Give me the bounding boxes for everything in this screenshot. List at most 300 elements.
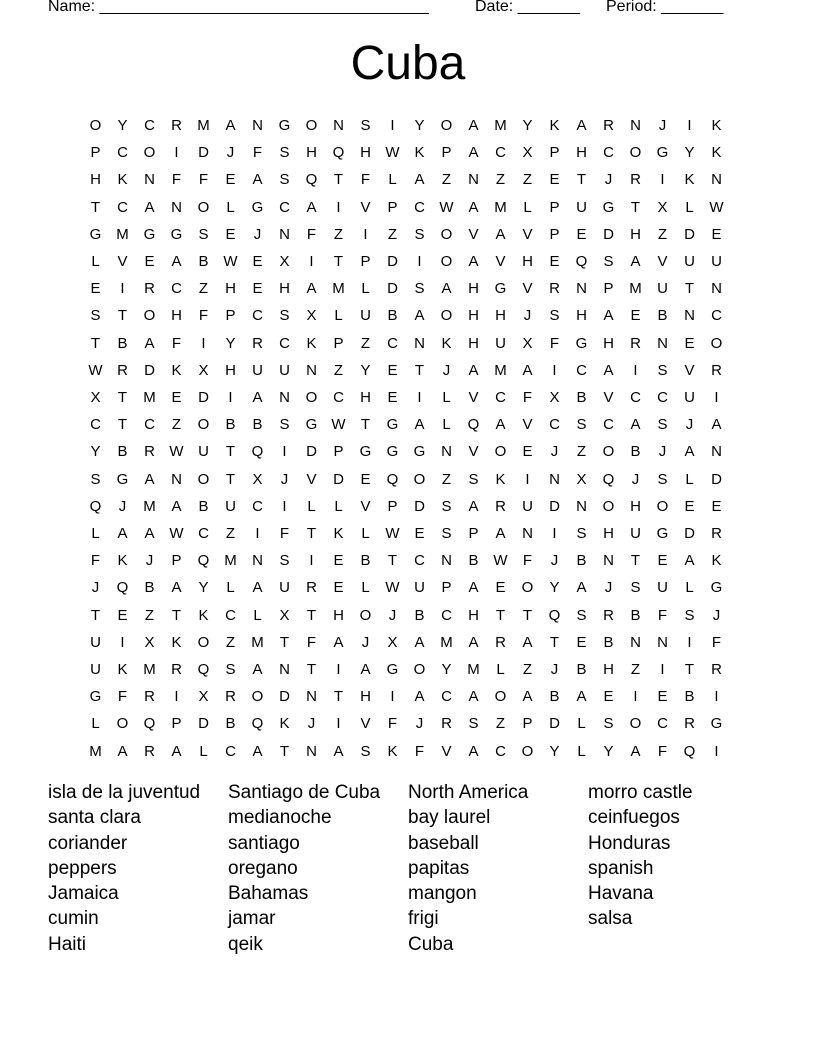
grid-letter: S — [414, 225, 425, 243]
grid-letter: O — [494, 688, 507, 706]
grid-letter: D — [198, 715, 209, 733]
grid-letter: W — [169, 443, 184, 461]
grid-letter: K — [171, 361, 182, 379]
grid-letter: Q — [197, 661, 210, 679]
grid-letter: A — [414, 416, 425, 434]
grid-letter: A — [144, 334, 155, 352]
grid-letter: O — [359, 606, 372, 624]
grid-letter: T — [306, 525, 317, 543]
grid-letter: L — [361, 280, 370, 298]
grid-letter: V — [495, 253, 506, 271]
grid-letter: G — [575, 334, 588, 352]
grid-letter: R — [603, 117, 614, 134]
grid-letter: E — [360, 470, 371, 488]
grid-letter: T — [360, 416, 371, 434]
grid-row — [82, 466, 730, 493]
grid-letter: C — [495, 389, 506, 407]
grid-letter: S — [630, 579, 641, 597]
grid-letter: O — [305, 117, 318, 134]
grid-letter: A — [225, 117, 236, 134]
grid-letter: L — [334, 497, 343, 515]
grid-letter: U — [279, 579, 290, 597]
grid-letter: B — [225, 715, 236, 733]
grid-letter: Q — [602, 470, 615, 488]
grid-letter: O — [197, 633, 210, 651]
grid-letter: Z — [198, 280, 209, 298]
grid-letter: K — [117, 661, 128, 679]
grid-letter: O — [629, 144, 642, 162]
grid-letter: H — [576, 307, 587, 325]
grid-letter: N — [279, 661, 290, 679]
grid-letter: E — [252, 253, 263, 271]
grid-letter: E — [90, 280, 101, 298]
grid-letter: N — [711, 280, 722, 298]
grid-letter: S — [657, 416, 668, 434]
grid-letter: O — [305, 389, 318, 407]
grid-letter: V — [360, 497, 371, 515]
grid-letter: J — [226, 144, 235, 162]
word-column — [588, 780, 768, 957]
grid-letter: I — [633, 361, 638, 379]
grid-letter: X — [522, 334, 533, 352]
grid-letter: A — [414, 688, 425, 706]
word-list-item: santa clara — [48, 807, 141, 829]
grid-letter: N — [657, 334, 668, 352]
grid-letter: L — [226, 198, 235, 216]
grid-letter: J — [523, 307, 532, 325]
grid-letter: D — [279, 688, 290, 706]
grid-letter: I — [282, 443, 287, 461]
grid-letter: D — [198, 144, 209, 162]
grid-letter: P — [360, 253, 371, 271]
grid-letter: N — [279, 225, 290, 243]
grid-letter: I — [309, 253, 314, 271]
grid-letter: J — [658, 443, 667, 461]
grid-row — [82, 710, 730, 737]
grid-row — [82, 221, 730, 248]
grid-letter: C — [549, 416, 560, 434]
grid-letter: Y — [549, 579, 560, 597]
grid-letter: I — [336, 715, 341, 733]
grid-letter: Y — [522, 117, 533, 134]
grid-letter: T — [684, 661, 695, 679]
grid-letter: L — [253, 606, 262, 624]
grid-letter: S — [441, 525, 452, 543]
grid-letter: H — [603, 525, 614, 543]
grid-letter: S — [279, 144, 290, 162]
grid-letter: Z — [495, 715, 506, 733]
grid-letter: H — [468, 280, 479, 298]
grid-letter: F — [387, 715, 398, 733]
grid-letter: N — [522, 525, 533, 543]
grid-letter: P — [387, 497, 398, 515]
grid-letter: T — [279, 633, 290, 651]
grid-letter: U — [225, 497, 236, 515]
word-list-item: qeik — [228, 933, 263, 955]
grid-letter: S — [279, 307, 290, 325]
grid-letter: M — [143, 389, 156, 407]
grid-row — [82, 683, 730, 710]
grid-letter: Q — [386, 470, 399, 488]
grid-letter: N — [684, 307, 695, 325]
grid-letter: A — [522, 633, 533, 651]
grid-letter: E — [252, 280, 263, 298]
grid-letter: L — [91, 253, 100, 271]
grid-letter: I — [390, 688, 395, 706]
grid-letter: E — [414, 525, 425, 543]
grid-letter: Z — [495, 171, 506, 189]
grid-letter: I — [714, 688, 719, 706]
grid-letter: W — [169, 525, 184, 543]
grid-letter: I — [363, 225, 368, 243]
grid-letter: G — [89, 688, 102, 706]
grid-row — [82, 738, 730, 765]
grid-letter: K — [333, 525, 344, 543]
grid-letter: S — [576, 416, 587, 434]
grid-letter: S — [279, 552, 290, 570]
grid-letter: O — [116, 715, 129, 733]
grid-letter: G — [143, 225, 156, 243]
grid-letter: V — [360, 715, 371, 733]
grid-letter: A — [117, 525, 128, 543]
grid-letter: S — [468, 470, 479, 488]
grid-letter: G — [170, 225, 183, 243]
grid-letter: P — [225, 307, 236, 325]
grid-letter: D — [549, 497, 560, 515]
grid-letter: F — [198, 307, 209, 325]
grid-letter: G — [710, 715, 723, 733]
grid-letter: G — [656, 144, 669, 162]
grid-row — [82, 112, 730, 139]
grid-letter: A — [414, 171, 425, 189]
grid-letter: Q — [143, 715, 156, 733]
grid-letter: U — [90, 633, 101, 651]
grid-letter: A — [468, 688, 479, 706]
word-list-item: bay laurel — [408, 807, 491, 829]
grid-letter: N — [414, 334, 425, 352]
word-column — [408, 780, 588, 957]
grid-letter: V — [306, 470, 317, 488]
grid-letter: P — [333, 443, 344, 461]
grid-letter: S — [684, 606, 695, 624]
grid-letter: U — [684, 253, 695, 271]
grid-letter: A — [495, 225, 506, 243]
grid-letter: A — [414, 633, 425, 651]
grid-letter: E — [495, 579, 506, 597]
grid-letter: E — [387, 389, 398, 407]
grid-letter: A — [522, 361, 533, 379]
grid-letter: L — [577, 742, 586, 760]
grid-letter: X — [576, 470, 587, 488]
grid-letter: B — [468, 552, 479, 570]
grid-letter: E — [333, 579, 344, 597]
period-field: Period: _______ — [606, 0, 724, 15]
grid-letter: T — [630, 198, 641, 216]
grid-letter: M — [467, 661, 480, 679]
grid-letter: A — [630, 416, 641, 434]
grid-letter: T — [387, 552, 398, 570]
grid-letter: W — [331, 416, 346, 434]
grid-letter: A — [468, 497, 479, 515]
grid-letter: G — [116, 470, 129, 488]
grid-letter: K — [171, 633, 182, 651]
grid-letter: R — [306, 579, 317, 597]
grid-letter: G — [710, 579, 723, 597]
grid-letter: W — [493, 552, 508, 570]
grid-letter: J — [388, 606, 397, 624]
grid-letter: I — [282, 497, 287, 515]
grid-letter: B — [549, 688, 560, 706]
grid-letter: C — [171, 280, 182, 298]
grid-letter: V — [468, 443, 479, 461]
grid-letter: I — [417, 253, 422, 271]
grid-letter: Z — [657, 225, 668, 243]
grid-letter: F — [711, 633, 722, 651]
grid-letter: T — [576, 171, 587, 189]
grid-letter: B — [225, 416, 236, 434]
grid-letter: T — [495, 606, 506, 624]
grid-letter: K — [711, 552, 722, 570]
grid-letter: O — [521, 579, 534, 597]
grid-letter: T — [117, 416, 128, 434]
grid-letter: C — [657, 715, 668, 733]
grid-letter: C — [144, 416, 155, 434]
grid-letter: C — [576, 361, 587, 379]
grid-letter: R — [630, 171, 641, 189]
grid-letter: H — [603, 334, 614, 352]
grid-letter: N — [441, 443, 452, 461]
grid-letter: B — [630, 606, 641, 624]
grid-letter: Q — [116, 579, 129, 597]
grid-letter: E — [576, 633, 587, 651]
name-field: Name: _____________________________________ — [48, 0, 429, 15]
grid-letter: J — [91, 579, 100, 597]
grid-letter: I — [336, 661, 341, 679]
grid-letter: J — [712, 606, 721, 624]
grid-letter: I — [309, 552, 314, 570]
grid-letter: U — [576, 198, 587, 216]
grid-letter: D — [387, 253, 398, 271]
grid-letter: B — [117, 443, 128, 461]
grid-letter: N — [711, 443, 722, 461]
grid-letter: Q — [251, 715, 264, 733]
grid-letter: L — [91, 715, 100, 733]
grid-letter: A — [468, 579, 479, 597]
grid-letter: M — [494, 198, 507, 216]
grid-letter: L — [523, 198, 532, 216]
word-list-item: frigi — [408, 908, 439, 930]
grid-letter: H — [468, 307, 479, 325]
grid-letter: C — [279, 198, 290, 216]
grid-letter: G — [89, 225, 102, 243]
grid-letter: N — [576, 497, 587, 515]
grid-letter: A — [144, 525, 155, 543]
grid-letter: B — [576, 389, 587, 407]
word-list-item: isla de la juventud — [48, 782, 201, 803]
grid-letter: A — [144, 470, 155, 488]
grid-letter: U — [711, 253, 722, 271]
grid-letter: O — [710, 334, 723, 352]
grid-letter: A — [495, 416, 506, 434]
grid-letter: E — [549, 253, 560, 271]
grid-letter: B — [657, 307, 668, 325]
grid-letter: N — [441, 552, 452, 570]
grid-letter: K — [711, 117, 722, 134]
grid-letter: A — [306, 280, 317, 298]
grid-letter: H — [360, 389, 371, 407]
grid-letter: R — [144, 443, 155, 461]
grid-letter: J — [604, 171, 613, 189]
grid-letter: Z — [225, 633, 236, 651]
grid-letter: F — [522, 389, 533, 407]
grid-letter: F — [90, 552, 101, 570]
grid-letter: S — [414, 280, 425, 298]
grid-letter: N — [279, 389, 290, 407]
grid-letter: C — [630, 389, 641, 407]
grid-letter: M — [629, 280, 642, 298]
grid-letter: M — [332, 280, 345, 298]
grid-letter: Z — [333, 225, 344, 243]
grid-letter: N — [171, 470, 182, 488]
grid-letter: K — [549, 117, 560, 134]
grid-letter: V — [522, 225, 533, 243]
grid-letter: N — [171, 198, 182, 216]
grid-letter: O — [197, 198, 210, 216]
grid-letter: U — [522, 497, 533, 515]
grid-letter: G — [305, 416, 318, 434]
grid-letter: U — [657, 280, 668, 298]
grid-letter: G — [656, 525, 669, 543]
grid-letter: M — [143, 661, 156, 679]
grid-letter: A — [576, 688, 587, 706]
grid-letter: I — [174, 688, 179, 706]
grid-letter: F — [306, 633, 317, 651]
grid-letter: H — [225, 280, 236, 298]
grid-letter: P — [171, 552, 182, 570]
grid-letter: H — [90, 171, 101, 189]
grid-letter: K — [279, 715, 290, 733]
grid-letter: C — [198, 525, 209, 543]
grid-letter: C — [414, 198, 425, 216]
grid-letter: S — [279, 171, 290, 189]
grid-letter: Y — [414, 117, 425, 134]
grid-letter: Z — [630, 661, 641, 679]
grid-letter: L — [361, 579, 370, 597]
grid-letter: P — [468, 525, 479, 543]
grid-letter: I — [120, 280, 125, 298]
grid-row — [82, 493, 730, 520]
grid-letter: Y — [603, 742, 614, 760]
grid-letter: A — [441, 280, 452, 298]
grid-letter: L — [442, 416, 451, 434]
grid-letter: N — [333, 117, 344, 134]
grid-letter: D — [603, 225, 614, 243]
word-list-item: mangon — [408, 883, 477, 905]
grid-letter: Z — [522, 661, 533, 679]
page-title: Cuba — [350, 37, 466, 90]
grid-letter: B — [387, 307, 398, 325]
grid-letter: O — [89, 117, 102, 134]
grid-letter: A — [495, 525, 506, 543]
grid-letter: I — [390, 117, 395, 134]
grid-letter: H — [522, 253, 533, 271]
grid-letter: B — [414, 606, 425, 624]
grid-letter: J — [253, 225, 262, 243]
grid-letter: H — [333, 606, 344, 624]
grid-letter: B — [603, 633, 614, 651]
grid-letter: T — [279, 742, 290, 760]
grid-letter: A — [171, 579, 182, 597]
grid-letter: N — [252, 117, 263, 134]
grid-letter: M — [89, 742, 102, 760]
grid-letter: N — [576, 280, 587, 298]
word-list-item: Jamaica — [48, 883, 119, 905]
grid-letter: U — [360, 307, 371, 325]
grid-letter: Y — [198, 579, 209, 597]
grid-letter: U — [414, 579, 425, 597]
grid-letter: J — [280, 470, 289, 488]
grid-letter: Y — [90, 443, 101, 461]
grid-letter: X — [90, 389, 101, 407]
grid-letter: J — [415, 715, 424, 733]
grid-letter: F — [549, 334, 560, 352]
grid-letter: E — [684, 334, 695, 352]
word-list-item: Santiago de Cuba — [228, 782, 381, 803]
grid-letter: J — [550, 443, 559, 461]
grid-letter: K — [117, 171, 128, 189]
grid-letter: E — [225, 171, 236, 189]
grid-letter: X — [657, 198, 668, 216]
grid-row — [82, 330, 730, 357]
grid-letter: C — [495, 144, 506, 162]
grid-letter: H — [279, 280, 290, 298]
grid-letter: T — [117, 307, 128, 325]
grid-letter: P — [441, 579, 452, 597]
grid-letter: E — [630, 307, 641, 325]
grid-letter: K — [387, 742, 398, 760]
grid-letter: X — [549, 389, 560, 407]
grid-letter: P — [549, 198, 560, 216]
grid-letter: D — [684, 525, 695, 543]
grid-letter: E — [387, 361, 398, 379]
grid-letter: M — [143, 497, 156, 515]
grid-letter: G — [602, 198, 615, 216]
grid-row — [82, 357, 730, 384]
grid-row — [82, 166, 730, 193]
grid-letter: F — [252, 144, 263, 162]
grid-letter: T — [225, 470, 236, 488]
grid-letter: O — [521, 742, 534, 760]
grid-letter: L — [577, 715, 586, 733]
grid-letter: H — [468, 606, 479, 624]
grid-letter: S — [603, 715, 614, 733]
grid-letter: A — [333, 742, 344, 760]
grid-letter: G — [386, 443, 399, 461]
grid-letter: D — [414, 497, 425, 515]
grid-letter: V — [360, 198, 371, 216]
grid-letter: R — [630, 334, 641, 352]
grid-letter: B — [252, 416, 263, 434]
grid-letter: I — [417, 389, 422, 407]
grid-letter: E — [711, 225, 722, 243]
word-bank — [48, 780, 768, 957]
grid-letter: H — [630, 497, 641, 515]
word-list-item: baseball — [408, 832, 479, 854]
grid-letter: O — [197, 470, 210, 488]
grid-letter: Z — [144, 606, 155, 624]
grid-letter: P — [522, 715, 533, 733]
grid-letter: H — [468, 334, 479, 352]
